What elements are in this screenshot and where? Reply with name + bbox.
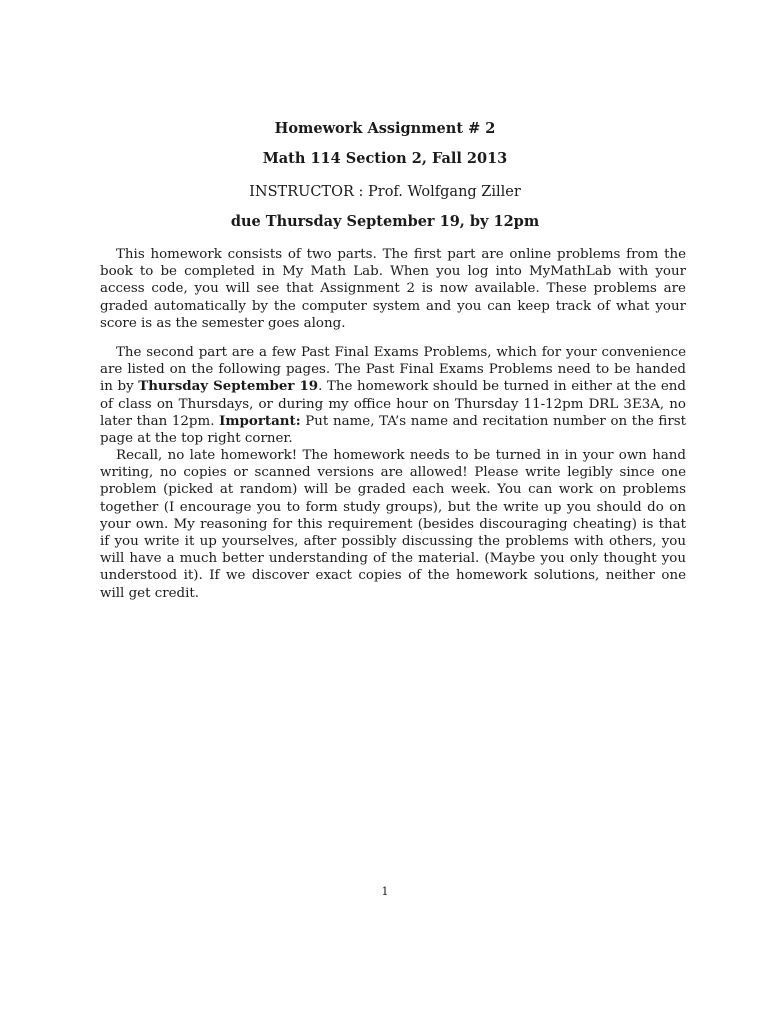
paragraph-exam-problems-text-c: Put name, TA’s name and recitation number on the first page at the top right corner. — [100, 413, 686, 447]
bold-important-label: Important: — [219, 412, 301, 429]
paragraph-late-policy — [100, 447, 686, 602]
paragraph-exam-problems-text-b: . The homework should be turned in either at the end of class on Thursdays, or during my office hour on Thursday 11-12pm DRL 3E3A, no later than 12pm. — [100, 379, 686, 429]
paragraph-late-policy-text: Recall, no late homework! The homework needs to be turned in in your own hand writing, no copies or scanned versions are allowed! Please write legibly since one problem (picked at random) will be graded each week. You can work on problems together (I encourage you to form study groups), but the write up you should do on your own. My reasoning for this requirement (besides discouraging cheating) is that if you write it up yourselves, after possibly discussing the problems with others, you will have a much better understanding of the material. (Maybe you only thought you understood it). If we discover exact copies of the homework solutions, neither one will get credit. — [100, 448, 686, 601]
due-date-line: due Thursday September 19, by 12pm — [230, 213, 540, 230]
paragraph-exam-problems-text-a: The second part are a few Past Final Exams Problems, which for your convenience are listed on the following pages. The Past Final Exams Problems need to be handed in by — [100, 345, 686, 395]
bold-due-date: Thursday September 19 — [138, 378, 319, 395]
page-number: 1 — [381, 885, 389, 898]
instructor-line: INSTRUCTOR : Prof. Wolfgang Ziller — [249, 184, 521, 200]
course-name: Math 114 Section 2, Fall 2013 — [262, 150, 508, 167]
paragraph-online-part-text: This homework consists of two parts. The first part are online problems from the book to be completed in My Math Lab. When you log into MyMathLab with your access code, you will see that Assignment 2 is now available. These problems are graded automatically by the computer system and you can keep track of what your score is as the semester goes along. — [100, 247, 686, 331]
paragraph-online-part — [100, 246, 686, 332]
paragraph-exam-problems — [100, 344, 686, 447]
assignment-title: Homework Assignment # 2 — [274, 120, 496, 137]
